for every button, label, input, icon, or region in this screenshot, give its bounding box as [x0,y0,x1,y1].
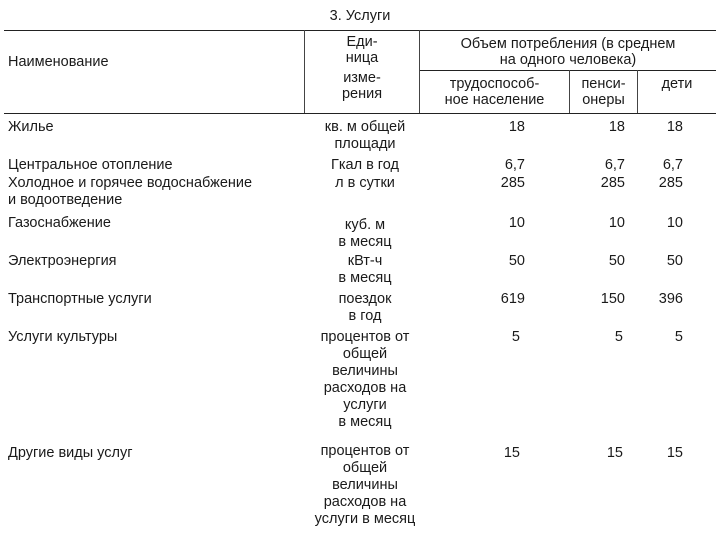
row-unit-line: процентов от [320,443,410,459]
row-name [8,175,252,209]
row-unit-line: кВт-ч [347,253,383,269]
row-unit-line: в месяц [338,414,392,430]
header-name: Наименование [8,54,109,70]
row-value-pensioners: 150 [600,291,625,307]
row-name: Другие виды услуг [8,445,133,461]
row-value-working: 619 [500,291,525,307]
row-unit [300,253,430,287]
row-unit-line: л в сутки [335,175,395,191]
row-value-working: 5 [511,329,520,345]
row-unit-line: в месяц [338,270,392,286]
volume-sub-rule [419,70,716,71]
header-unit [305,34,419,102]
row-value-pensioners: 15 [606,445,623,461]
row-unit-line: услуги [343,397,387,413]
row-name-line: Холодное и горячее водоснабжение [8,175,253,191]
header-pensioners-line: онеры [582,92,625,108]
header-children: дети [661,76,693,92]
row-unit-line: куб. м [344,217,386,233]
row-value-working: 18 [508,119,525,135]
row-value-pensioners: 18 [608,119,625,135]
header-top-rule [4,30,716,31]
row-name: Транспортные услуги [8,291,152,307]
row-value-children: 50 [666,253,683,269]
row-unit-line: процентов от [320,329,410,345]
row-value-children: 396 [658,291,683,307]
row-value-children: 285 [658,175,683,191]
row-unit-line: площади [334,136,396,152]
row-name: Жилье [8,119,54,135]
row-unit-line: общей [342,460,388,476]
header-working-line: трудоспособ- [449,76,540,92]
row-value-working: 50 [508,253,525,269]
row-unit-line: величины [332,477,398,493]
header-volume-line: на одного человека) [499,52,637,68]
row-unit-line: в год [348,308,382,324]
header-unit-line: изме- [343,70,381,86]
header-pensioners-line: пенси- [581,76,626,92]
row-value-pensioners: 6,7 [604,157,625,173]
row-value-children: 6,7 [662,157,683,173]
row-unit [300,175,430,192]
row-value-working: 285 [500,175,525,191]
row-unit-line: величины [332,363,398,379]
row-unit [300,157,430,174]
row-name: Электроэнергия [8,253,117,269]
row-value-pensioners: 5 [614,329,623,345]
row-unit-line: поездок [338,291,392,307]
table-title: 3. Услуги [329,8,391,24]
row-unit [300,291,430,325]
row-value-pensioners: 285 [600,175,625,191]
row-name: Газоснабжение [8,215,111,231]
row-unit-line: Гкал в год [331,157,399,173]
row-unit-line: кв. м общей [324,119,406,135]
row-unit-line: услуги в месяц [314,511,416,527]
header-unit-line: рения [341,86,383,102]
row-name-line: и водоотведение [8,192,123,208]
row-unit-line: общей [342,346,388,362]
header-unit-line: Еди- [346,34,378,50]
row-unit [300,329,430,431]
row-unit [300,119,430,153]
row-value-working: 15 [503,445,520,461]
row-value-children: 15 [666,445,683,461]
row-unit [300,443,430,528]
row-unit-line: в месяц [338,234,392,250]
header-volume-line: Объем потребления (в среднем [460,36,676,52]
row-value-children: 10 [666,215,683,231]
row-name: Услуги культуры [8,329,118,345]
header-unit-line: ница [345,50,379,66]
row-value-children: 18 [666,119,683,135]
row-value-children: 5 [674,329,683,345]
header-working [420,76,569,108]
row-value-working: 10 [508,215,525,231]
row-unit-line: расходов на [323,494,407,510]
row-name: Центральное отопление [8,157,173,173]
header-volume [420,36,716,68]
header-pensioners [570,76,637,108]
row-value-pensioners: 50 [608,253,625,269]
row-unit [300,217,430,251]
row-value-pensioners: 10 [608,215,625,231]
header-working-line: ное население [444,92,545,108]
row-unit-line: расходов на [323,380,407,396]
row-value-working: 6,7 [504,157,525,173]
header-bottom-rule [4,113,716,114]
